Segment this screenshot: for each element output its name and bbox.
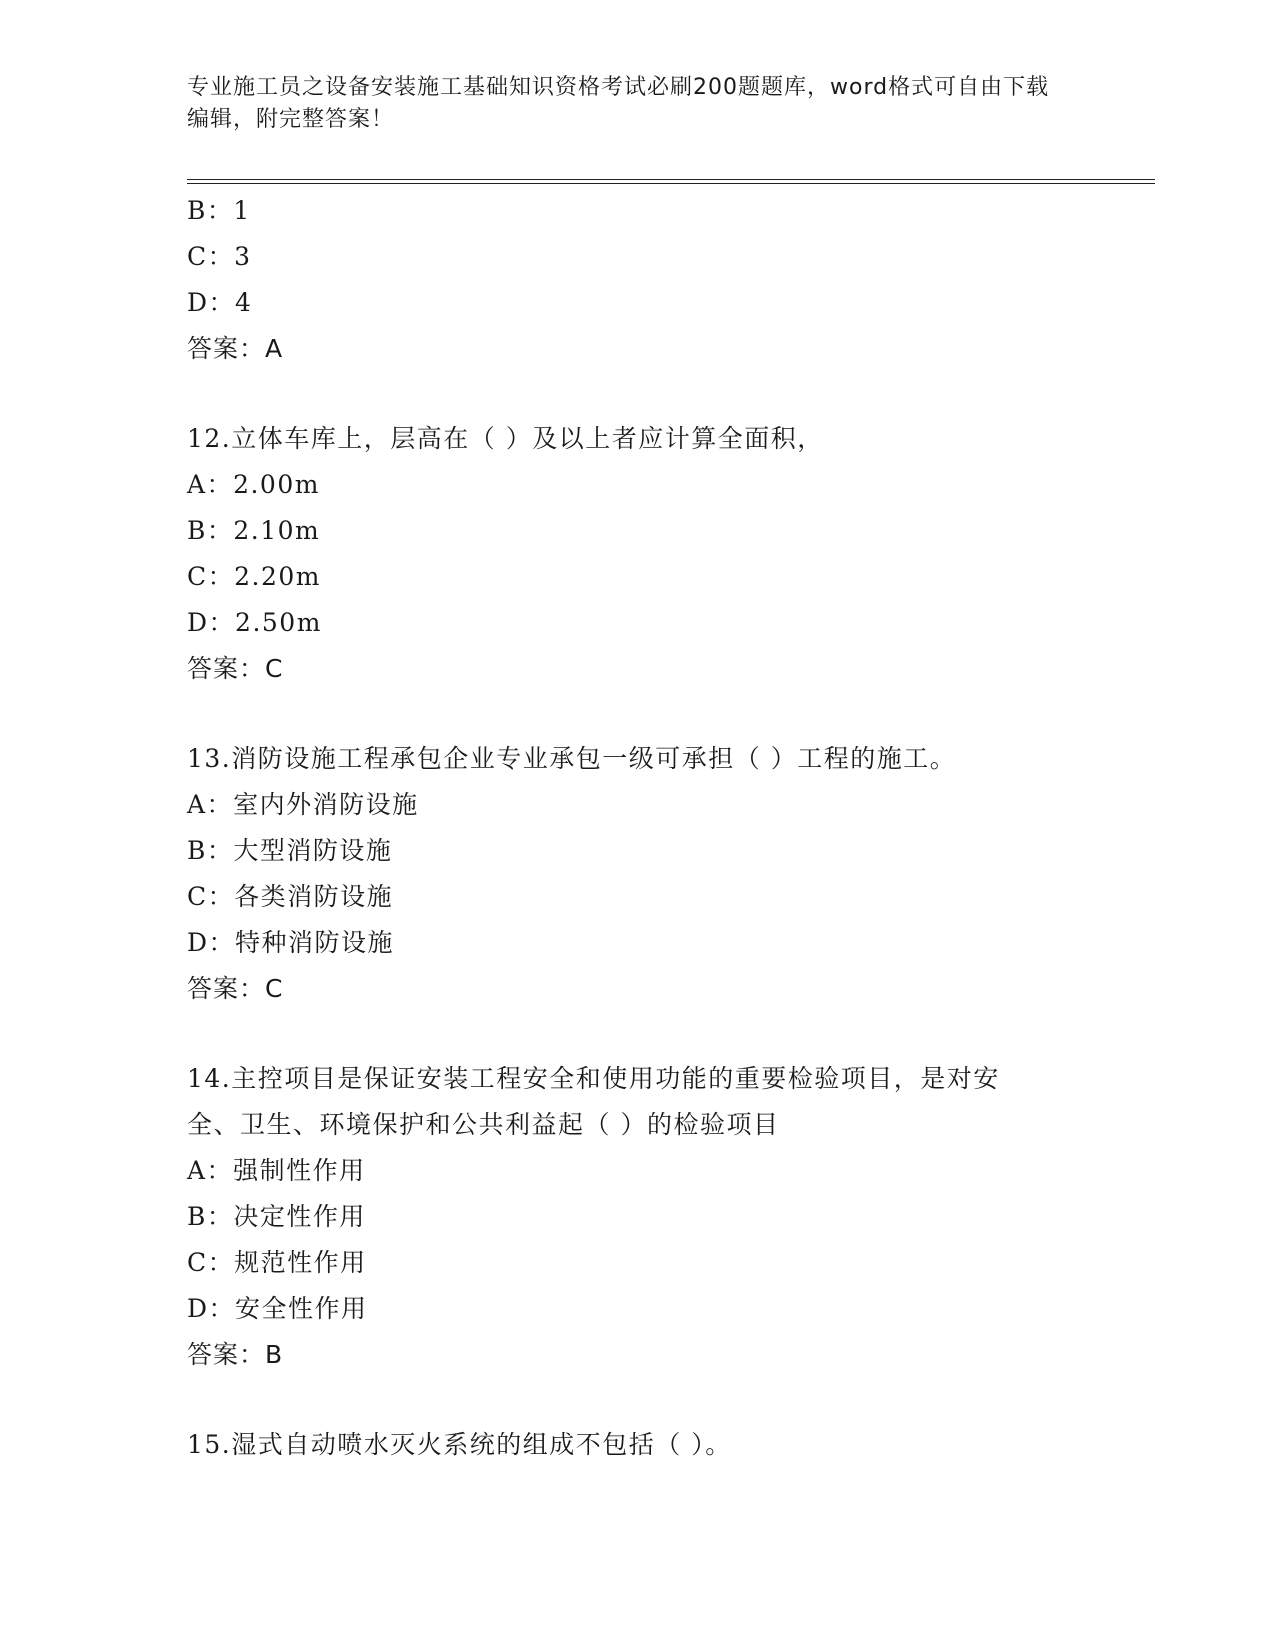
option-a [187,782,1087,828]
option-label: B： [187,196,234,225]
answer-line: 答案：A [187,334,284,363]
option-d [187,920,1087,966]
option-text: 4 [235,288,253,317]
question-14 [187,1056,1087,1378]
answer-line: 答案：C [187,654,284,683]
spacer [187,692,1087,736]
option-text: 2.50m [235,608,322,637]
option-d [187,600,1087,646]
option-label: C： [187,882,235,911]
option-a [187,462,1087,508]
option-label: A： [187,1156,234,1185]
option-text: 2.10m [233,516,321,545]
option-label: C： [187,1248,235,1277]
option-text: 室内外消防设施 [233,790,419,819]
option-text: 特种消防设施 [235,928,395,957]
header-rule-bottom [187,183,1155,184]
document-title: 专业施工员之设备安装施工基础知识资格考试必刷200题题库，word格式可自由下载编辑，附完整答案！ [187,75,1050,132]
option-label: A： [187,790,234,819]
option-text: 各类消防设施 [234,882,394,911]
question-stem: 15.湿式自动喷水灭火系统的组成不包括（ ）。 [187,1430,732,1459]
question-stem: 12.立体车库上，层高在（ ）及以上者应计算全面积， [187,424,824,453]
question-stem-line-2: 全、卫生、环境保护和公共利益起（ ）的检验项目 [187,1110,780,1139]
answer-line: 答案：B [187,1340,284,1369]
answer-line: 答案：C [187,974,284,1003]
option-a [187,1148,1087,1194]
option-text: 1 [233,196,251,225]
option-label: D： [187,1294,236,1323]
option-label: C： [187,562,235,591]
option-label: A： [187,470,234,499]
option-b [187,828,1087,874]
question-12 [187,416,1087,692]
option-c [187,1240,1087,1286]
option-label: C： [187,242,235,271]
option-c [187,234,1087,280]
question-stem: 13.消防设施工程承包企业专业承包一级可承担（ ）工程的施工。 [187,744,957,773]
option-label: B： [187,1202,234,1231]
spacer [187,1012,1087,1056]
option-d [187,280,1087,326]
option-c [187,554,1087,600]
option-text: 3 [234,242,252,271]
option-label: D： [187,288,236,317]
question-11-continued [187,188,1087,372]
option-text: 规范性作用 [234,1248,367,1277]
option-c [187,874,1087,920]
question-15 [187,1422,1087,1468]
option-label: D： [187,928,236,957]
option-text: 大型消防设施 [233,836,393,865]
spacer [187,372,1087,416]
option-label: B： [187,516,234,545]
option-b [187,508,1087,554]
question-13 [187,736,1087,1012]
option-text: 安全性作用 [235,1294,368,1323]
option-text: 2.20m [234,562,322,591]
header-rule-top [187,179,1155,180]
question-stem-line-1: 14.主控项目是保证安装工程安全和使用功能的重要检验项目，是对安 [187,1064,1000,1093]
spacer [187,1378,1087,1422]
option-b [187,1194,1087,1240]
option-label: B： [187,836,234,865]
option-d [187,1286,1087,1332]
question-list [187,188,1087,1468]
option-text: 决定性作用 [233,1202,366,1231]
option-text: 2.00m [233,470,320,499]
option-text: 强制性作用 [233,1156,366,1185]
option-label: D： [187,608,236,637]
option-b [187,188,1087,234]
